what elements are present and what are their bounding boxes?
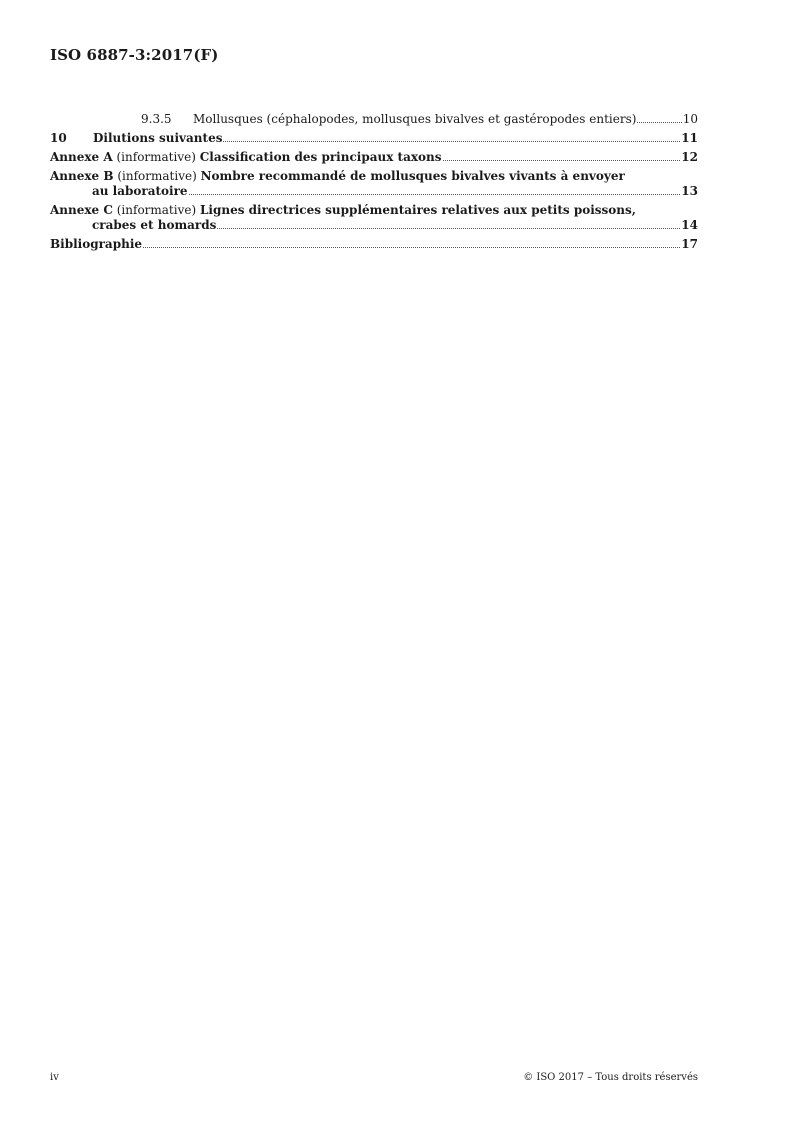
document-id: ISO 6887-3:2017(F) — [50, 46, 219, 64]
annex-kind: (informative) — [116, 203, 197, 217]
toc-entry-bibliography[interactable] — [50, 236, 698, 252]
annex-label: Annexe C — [50, 203, 113, 217]
toc-leader-dots — [189, 194, 681, 195]
annex-label: Annexe A — [50, 150, 113, 164]
toc-entry-9-3-5[interactable] — [50, 111, 698, 127]
annex-kind: (informative) — [116, 150, 196, 164]
toc-entry-title: Dilutions suivantes — [93, 131, 223, 145]
toc-leader-dots — [223, 141, 680, 142]
footer-copyright: © ISO 2017 – Tous droits réservés — [523, 1072, 698, 1083]
table-of-contents — [50, 111, 698, 255]
toc-entry-number: 10 — [50, 131, 67, 145]
toc-entry-title: Classification des principaux taxons — [199, 150, 442, 164]
toc-entry-annex-c[interactable] — [50, 202, 698, 233]
annex-kind: (informative) — [117, 169, 197, 183]
toc-entry-10[interactable] — [50, 130, 698, 146]
footer-page-number: iv — [50, 1072, 59, 1083]
toc-entry-annex-a[interactable] — [50, 149, 698, 165]
toc-entry-title-line2: au laboratoire — [92, 184, 188, 198]
toc-leader-dots — [217, 228, 680, 229]
toc-entry-title-line1: Lignes directrices supplémentaires relatives aux petits poissons, — [199, 203, 636, 217]
toc-page-number: 14 — [681, 218, 698, 232]
toc-entry-title: Mollusques (céphalopodes, mollusques bivalves et gastéropodes entiers) — [193, 112, 637, 126]
toc-page-number: 13 — [681, 184, 698, 198]
toc-leader-dots — [637, 122, 681, 123]
page-footer — [50, 1072, 698, 1083]
toc-page-number: 12 — [681, 150, 698, 164]
toc-page-number: 11 — [681, 131, 698, 145]
toc-entry-number: 9.3.5 — [141, 112, 172, 126]
toc-leader-dots — [143, 247, 680, 248]
toc-page-number: 17 — [681, 237, 698, 251]
toc-leader-dots — [443, 160, 681, 161]
toc-page-number: 10 — [682, 112, 698, 126]
toc-entry-title-line2: crabes et homards — [92, 218, 217, 232]
toc-entry-title-line1: Nombre recommandé de mollusques bivalves vivants à envoyer — [200, 169, 625, 183]
toc-entry-annex-b[interactable] — [50, 168, 698, 199]
toc-entry-title: Bibliographie — [50, 237, 143, 251]
annex-label: Annexe B — [50, 169, 114, 183]
